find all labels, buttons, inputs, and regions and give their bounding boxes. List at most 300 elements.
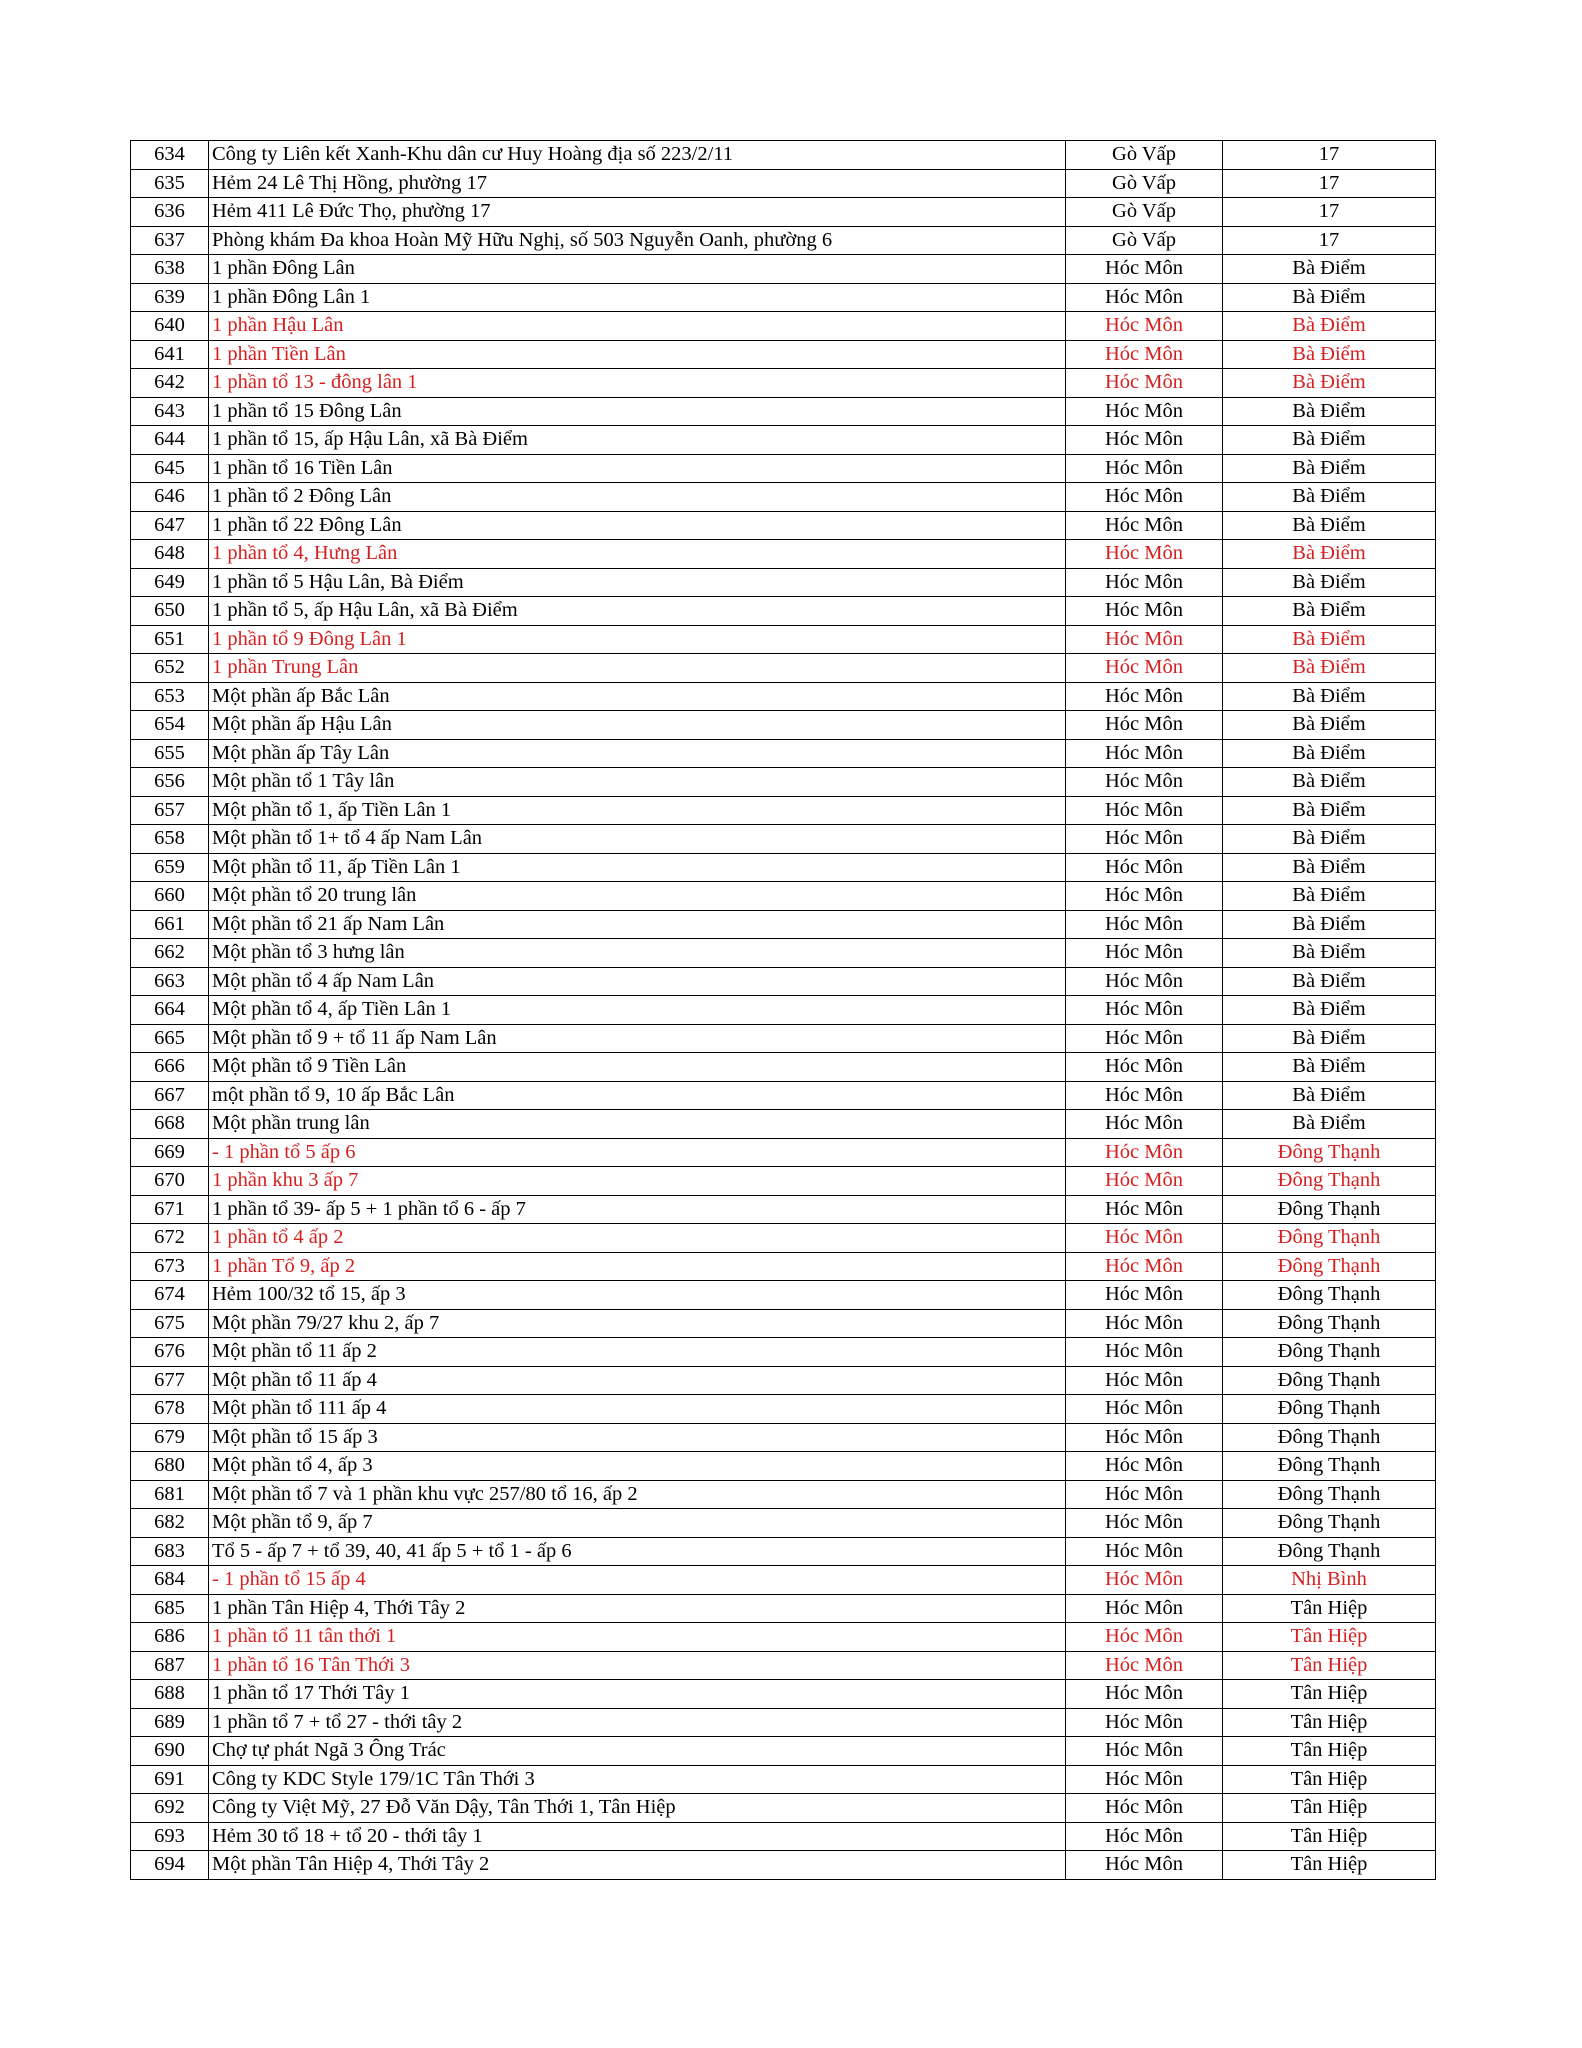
district-cell: Hóc Môn — [1066, 1167, 1223, 1196]
address-cell: 1 phần tổ 17 Thới Tây 1 — [209, 1680, 1066, 1709]
district-cell: Hóc Môn — [1066, 1651, 1223, 1680]
district-cell: Gò Vấp — [1066, 198, 1223, 227]
ward-cell: Bà Điểm — [1223, 853, 1436, 882]
ward-cell: Bà Điểm — [1223, 825, 1436, 854]
table-row — [131, 825, 1436, 854]
ward-cell: Tân Hiệp — [1223, 1623, 1436, 1652]
address-cell: Hẻm 30 tổ 18 + tổ 20 - thới tây 1 — [209, 1822, 1066, 1851]
district-cell: Hóc Môn — [1066, 1024, 1223, 1053]
address-cell: Một phần tổ 4, ấp 3 — [209, 1452, 1066, 1481]
ward-cell: Bà Điểm — [1223, 1053, 1436, 1082]
address-cell: 1 phần Tân Hiệp 4, Thới Tây 2 — [209, 1594, 1066, 1623]
ward-cell: Bà Điểm — [1223, 426, 1436, 455]
row-number-cell: 678 — [131, 1395, 209, 1424]
address-cell: 1 phần tổ 4, Hưng Lân — [209, 540, 1066, 569]
district-cell: Hóc Môn — [1066, 1822, 1223, 1851]
district-cell: Hóc Môn — [1066, 996, 1223, 1025]
district-cell: Hóc Môn — [1066, 1195, 1223, 1224]
address-cell: Một phần tổ 11, ấp Tiền Lân 1 — [209, 853, 1066, 882]
row-number-cell: 663 — [131, 967, 209, 996]
row-number-cell: 661 — [131, 910, 209, 939]
ward-cell: Đông Thạnh — [1223, 1138, 1436, 1167]
address-cell: 1 phần Trung Lân — [209, 654, 1066, 683]
address-cell: Một phần tổ 11 ấp 2 — [209, 1338, 1066, 1367]
address-cell: Một phần tổ 20 trung lân — [209, 882, 1066, 911]
row-number-cell: 668 — [131, 1110, 209, 1139]
table-row — [131, 1395, 1436, 1424]
row-number-cell: 677 — [131, 1366, 209, 1395]
table-row — [131, 340, 1436, 369]
ward-cell: 17 — [1223, 169, 1436, 198]
address-cell: 1 phần tổ 11 tân thới 1 — [209, 1623, 1066, 1652]
district-cell: Hóc Môn — [1066, 1366, 1223, 1395]
table-row — [131, 1509, 1436, 1538]
ward-cell: Bà Điểm — [1223, 711, 1436, 740]
district-cell: Hóc Môn — [1066, 711, 1223, 740]
ward-cell: Đông Thạnh — [1223, 1480, 1436, 1509]
table-row — [131, 1680, 1436, 1709]
address-cell: Công ty Liên kết Xanh-Khu dân cư Huy Hoàng địa số 223/2/11 — [209, 141, 1066, 170]
row-number-cell: 676 — [131, 1338, 209, 1367]
ward-cell: Bà Điểm — [1223, 625, 1436, 654]
address-cell: 1 phần Đông Lân 1 — [209, 283, 1066, 312]
ward-cell: Bà Điểm — [1223, 1024, 1436, 1053]
district-cell: Hóc Môn — [1066, 682, 1223, 711]
ward-cell: Nhị Bình — [1223, 1566, 1436, 1595]
table-row — [131, 1338, 1436, 1367]
district-cell: Hóc Môn — [1066, 597, 1223, 626]
ward-cell: Tân Hiệp — [1223, 1680, 1436, 1709]
table-row — [131, 1651, 1436, 1680]
ward-cell: Tân Hiệp — [1223, 1651, 1436, 1680]
address-cell: một phần tổ 9, 10 ấp Bắc Lân — [209, 1081, 1066, 1110]
table-row — [131, 1566, 1436, 1595]
address-cell: Một phần tổ 4, ấp Tiền Lân 1 — [209, 996, 1066, 1025]
row-number-cell: 656 — [131, 768, 209, 797]
table-row — [131, 625, 1436, 654]
district-cell: Hóc Môn — [1066, 1224, 1223, 1253]
district-cell: Hóc Môn — [1066, 1081, 1223, 1110]
table-row — [131, 1281, 1436, 1310]
row-number-cell: 649 — [131, 568, 209, 597]
address-cell: 1 phần tổ 7 + tổ 27 - thới tây 2 — [209, 1708, 1066, 1737]
row-number-cell: 639 — [131, 283, 209, 312]
row-number-cell: 648 — [131, 540, 209, 569]
table-body — [131, 141, 1436, 1880]
row-number-cell: 673 — [131, 1252, 209, 1281]
row-number-cell: 667 — [131, 1081, 209, 1110]
address-cell: - 1 phần tổ 15 ấp 4 — [209, 1566, 1066, 1595]
ward-cell: Bà Điểm — [1223, 312, 1436, 341]
district-cell: Hóc Môn — [1066, 1509, 1223, 1538]
district-cell: Hóc Môn — [1066, 1708, 1223, 1737]
row-number-cell: 691 — [131, 1765, 209, 1794]
district-cell: Hóc Môn — [1066, 967, 1223, 996]
ward-cell: Đông Thạnh — [1223, 1395, 1436, 1424]
district-cell: Hóc Môn — [1066, 1737, 1223, 1766]
ward-cell: Bà Điểm — [1223, 597, 1436, 626]
ward-cell: Bà Điểm — [1223, 996, 1436, 1025]
ward-cell: 17 — [1223, 198, 1436, 227]
address-cell: 1 phần tổ 2 Đông Lân — [209, 483, 1066, 512]
table-row — [131, 910, 1436, 939]
district-cell: Hóc Môn — [1066, 568, 1223, 597]
ward-cell: Đông Thạnh — [1223, 1452, 1436, 1481]
table-row — [131, 853, 1436, 882]
district-cell: Gò Vấp — [1066, 141, 1223, 170]
address-cell: Một phần tổ 11 ấp 4 — [209, 1366, 1066, 1395]
row-number-cell: 687 — [131, 1651, 209, 1680]
ward-cell: Bà Điểm — [1223, 882, 1436, 911]
ward-cell: Bà Điểm — [1223, 340, 1436, 369]
row-number-cell: 652 — [131, 654, 209, 683]
district-cell: Hóc Môn — [1066, 1566, 1223, 1595]
table-row — [131, 312, 1436, 341]
ward-cell: Tân Hiệp — [1223, 1822, 1436, 1851]
table-row — [131, 1195, 1436, 1224]
ward-cell: Tân Hiệp — [1223, 1708, 1436, 1737]
table-row — [131, 1024, 1436, 1053]
table-row — [131, 1309, 1436, 1338]
district-cell: Hóc Môn — [1066, 340, 1223, 369]
row-number-cell: 680 — [131, 1452, 209, 1481]
row-number-cell: 637 — [131, 226, 209, 255]
address-cell: 1 phần Đông Lân — [209, 255, 1066, 284]
district-cell: Hóc Môn — [1066, 853, 1223, 882]
address-cell: Một phần tổ 21 ấp Nam Lân — [209, 910, 1066, 939]
row-number-cell: 657 — [131, 796, 209, 825]
table-row — [131, 654, 1436, 683]
ward-cell: Bà Điểm — [1223, 483, 1436, 512]
district-cell: Hóc Môn — [1066, 1765, 1223, 1794]
table-row — [131, 967, 1436, 996]
address-cell: 1 phần tổ 16 Tân Thới 3 — [209, 1651, 1066, 1680]
table-row — [131, 226, 1436, 255]
row-number-cell: 658 — [131, 825, 209, 854]
address-cell: 1 phần tổ 15 Đông Lân — [209, 397, 1066, 426]
district-cell: Gò Vấp — [1066, 169, 1223, 198]
table-row — [131, 796, 1436, 825]
row-number-cell: 647 — [131, 511, 209, 540]
table-row — [131, 483, 1436, 512]
district-cell: Hóc Môn — [1066, 511, 1223, 540]
ward-cell: Bà Điểm — [1223, 654, 1436, 683]
table-row — [131, 1822, 1436, 1851]
ward-cell: Bà Điểm — [1223, 397, 1436, 426]
address-cell: Công ty Việt Mỹ, 27 Đỗ Văn Dậy, Tân Thới 1, Tân Hiệp — [209, 1794, 1066, 1823]
address-cell: 1 phần Tiền Lân — [209, 340, 1066, 369]
address-cell: Hẻm 411 Lê Đức Thọ, phường 17 — [209, 198, 1066, 227]
table-row — [131, 882, 1436, 911]
district-cell: Hóc Môn — [1066, 939, 1223, 968]
row-number-cell: 662 — [131, 939, 209, 968]
row-number-cell: 640 — [131, 312, 209, 341]
table-row — [131, 597, 1436, 626]
ward-cell: Bà Điểm — [1223, 910, 1436, 939]
row-number-cell: 634 — [131, 141, 209, 170]
table-row — [131, 739, 1436, 768]
table-row — [131, 1110, 1436, 1139]
row-number-cell: 682 — [131, 1509, 209, 1538]
table-row — [131, 1081, 1436, 1110]
address-cell: 1 phần tổ 16 Tiền Lân — [209, 454, 1066, 483]
district-cell: Hóc Môn — [1066, 882, 1223, 911]
address-cell: 1 phần tổ 39- ấp 5 + 1 phần tổ 6 - ấp 7 — [209, 1195, 1066, 1224]
table-row — [131, 1138, 1436, 1167]
address-cell: 1 phần tổ 4 ấp 2 — [209, 1224, 1066, 1253]
table-row — [131, 1623, 1436, 1652]
district-cell: Hóc Môn — [1066, 397, 1223, 426]
ward-cell: Bà Điểm — [1223, 768, 1436, 797]
row-number-cell: 674 — [131, 1281, 209, 1310]
ward-cell: Bà Điểm — [1223, 568, 1436, 597]
address-cell: 1 phần khu 3 ấp 7 — [209, 1167, 1066, 1196]
ward-cell: Đông Thạnh — [1223, 1281, 1436, 1310]
district-cell: Hóc Môn — [1066, 1423, 1223, 1452]
row-number-cell: 692 — [131, 1794, 209, 1823]
row-number-cell: 693 — [131, 1822, 209, 1851]
ward-cell: Đông Thạnh — [1223, 1338, 1436, 1367]
ward-cell: Bà Điểm — [1223, 255, 1436, 284]
address-cell: Một phần tổ 9 Tiền Lân — [209, 1053, 1066, 1082]
row-number-cell: 646 — [131, 483, 209, 512]
ward-cell: Bà Điểm — [1223, 454, 1436, 483]
table-row — [131, 1765, 1436, 1794]
district-cell: Hóc Môn — [1066, 483, 1223, 512]
row-number-cell: 653 — [131, 682, 209, 711]
address-cell: - 1 phần tổ 5 ấp 6 — [209, 1138, 1066, 1167]
row-number-cell: 654 — [131, 711, 209, 740]
ward-cell: Bà Điểm — [1223, 540, 1436, 569]
district-cell: Hóc Môn — [1066, 1338, 1223, 1367]
address-cell: Một phần tổ 9, ấp 7 — [209, 1509, 1066, 1538]
row-number-cell: 686 — [131, 1623, 209, 1652]
district-cell: Hóc Môn — [1066, 312, 1223, 341]
row-number-cell: 665 — [131, 1024, 209, 1053]
district-cell: Hóc Môn — [1066, 1537, 1223, 1566]
district-cell: Hóc Môn — [1066, 1252, 1223, 1281]
table-row — [131, 568, 1436, 597]
address-cell: 1 phần tổ 13 - đông lân 1 — [209, 369, 1066, 398]
row-number-cell: 685 — [131, 1594, 209, 1623]
row-number-cell: 675 — [131, 1309, 209, 1338]
table-row — [131, 711, 1436, 740]
ward-cell: Bà Điểm — [1223, 369, 1436, 398]
district-cell: Hóc Môn — [1066, 625, 1223, 654]
district-cell: Hóc Môn — [1066, 283, 1223, 312]
address-cell: Chợ tự phát Ngã 3 Ông Trác — [209, 1737, 1066, 1766]
row-number-cell: 660 — [131, 882, 209, 911]
ward-cell: Đông Thạnh — [1223, 1509, 1436, 1538]
row-number-cell: 641 — [131, 340, 209, 369]
table-row — [131, 397, 1436, 426]
district-cell: Hóc Môn — [1066, 654, 1223, 683]
ward-cell: 17 — [1223, 226, 1436, 255]
row-number-cell: 694 — [131, 1851, 209, 1880]
table-row — [131, 454, 1436, 483]
table-row — [131, 426, 1436, 455]
district-cell: Hóc Môn — [1066, 796, 1223, 825]
row-number-cell: 690 — [131, 1737, 209, 1766]
address-cell: Một phần tổ 4 ấp Nam Lân — [209, 967, 1066, 996]
table-row — [131, 939, 1436, 968]
address-cell: Một phần tổ 1+ tổ 4 ấp Nam Lân — [209, 825, 1066, 854]
ward-cell: Tân Hiệp — [1223, 1794, 1436, 1823]
table-row — [131, 996, 1436, 1025]
district-cell: Hóc Môn — [1066, 1594, 1223, 1623]
district-cell: Hóc Môn — [1066, 739, 1223, 768]
ward-cell: Đông Thạnh — [1223, 1195, 1436, 1224]
table-row — [131, 369, 1436, 398]
row-number-cell: 636 — [131, 198, 209, 227]
ward-cell: Bà Điểm — [1223, 796, 1436, 825]
table-row — [131, 1053, 1436, 1082]
table-row — [131, 283, 1436, 312]
ward-cell: Tân Hiệp — [1223, 1737, 1436, 1766]
table-row — [131, 540, 1436, 569]
row-number-cell: 664 — [131, 996, 209, 1025]
row-number-cell: 689 — [131, 1708, 209, 1737]
district-cell: Hóc Môn — [1066, 1623, 1223, 1652]
address-cell: 1 phần Hậu Lân — [209, 312, 1066, 341]
address-cell: Một phần tổ 7 và 1 phần khu vực 257/80 tổ 16, ấp 2 — [209, 1480, 1066, 1509]
ward-cell: Tân Hiệp — [1223, 1851, 1436, 1880]
row-number-cell: 644 — [131, 426, 209, 455]
address-cell: Một phần tổ 15 ấp 3 — [209, 1423, 1066, 1452]
district-cell: Hóc Môn — [1066, 1138, 1223, 1167]
ward-cell: 17 — [1223, 141, 1436, 170]
address-cell: 1 phần tổ 5, ấp Hậu Lân, xã Bà Điểm — [209, 597, 1066, 626]
district-cell: Hóc Môn — [1066, 1851, 1223, 1880]
ward-cell: Bà Điểm — [1223, 682, 1436, 711]
ward-cell: Bà Điểm — [1223, 1081, 1436, 1110]
table-row — [131, 1480, 1436, 1509]
address-cell: 1 phần tổ 5 Hậu Lân, Bà Điểm — [209, 568, 1066, 597]
table-row — [131, 1423, 1436, 1452]
row-number-cell: 645 — [131, 454, 209, 483]
row-number-cell: 669 — [131, 1138, 209, 1167]
ward-cell: Tân Hiệp — [1223, 1594, 1436, 1623]
address-cell: Một phần tổ 1, ấp Tiền Lân 1 — [209, 796, 1066, 825]
district-cell: Hóc Môn — [1066, 1395, 1223, 1424]
table-row — [131, 1452, 1436, 1481]
district-cell: Hóc Môn — [1066, 1452, 1223, 1481]
ward-cell: Bà Điểm — [1223, 283, 1436, 312]
district-cell: Hóc Môn — [1066, 540, 1223, 569]
address-cell: 1 phần tổ 22 Đông Lân — [209, 511, 1066, 540]
table-row — [131, 511, 1436, 540]
ward-cell: Bà Điểm — [1223, 939, 1436, 968]
district-cell: Hóc Môn — [1066, 1309, 1223, 1338]
address-cell: Tổ 5 - ấp 7 + tổ 39, 40, 41 ấp 5 + tổ 1 - ấp 6 — [209, 1537, 1066, 1566]
ward-cell: Bà Điểm — [1223, 739, 1436, 768]
table-row — [131, 682, 1436, 711]
district-cell: Hóc Môn — [1066, 910, 1223, 939]
address-cell: Phòng khám Đa khoa Hoàn Mỹ Hữu Nghị, số 503 Nguyễn Oanh, phường 6 — [209, 226, 1066, 255]
table-row — [131, 255, 1436, 284]
ward-cell: Bà Điểm — [1223, 967, 1436, 996]
address-cell: Một phần tổ 9 + tổ 11 ấp Nam Lân — [209, 1024, 1066, 1053]
ward-cell: Đông Thạnh — [1223, 1366, 1436, 1395]
address-cell: Một phần Tân Hiệp 4, Thới Tây 2 — [209, 1851, 1066, 1880]
row-number-cell: 643 — [131, 397, 209, 426]
district-cell: Hóc Môn — [1066, 426, 1223, 455]
address-cell: Công ty KDC Style 179/1C Tân Thới 3 — [209, 1765, 1066, 1794]
table-row — [131, 1594, 1436, 1623]
table-row — [131, 1224, 1436, 1253]
address-cell: Một phần tổ 3 hưng lân — [209, 939, 1066, 968]
row-number-cell: 671 — [131, 1195, 209, 1224]
district-cell: Hóc Môn — [1066, 825, 1223, 854]
district-cell: Hóc Môn — [1066, 454, 1223, 483]
ward-cell: Đông Thạnh — [1223, 1537, 1436, 1566]
row-number-cell: 684 — [131, 1566, 209, 1595]
table-row — [131, 198, 1436, 227]
address-cell: Một phần ấp Tây Lân — [209, 739, 1066, 768]
table-row — [131, 1366, 1436, 1395]
ward-cell: Đông Thạnh — [1223, 1252, 1436, 1281]
ward-cell: Tân Hiệp — [1223, 1765, 1436, 1794]
row-number-cell: 651 — [131, 625, 209, 654]
address-cell: 1 phần tổ 9 Đông Lân 1 — [209, 625, 1066, 654]
district-cell: Hóc Môn — [1066, 1110, 1223, 1139]
row-number-cell: 688 — [131, 1680, 209, 1709]
district-cell: Hóc Môn — [1066, 1480, 1223, 1509]
table-row — [131, 1167, 1436, 1196]
table-row — [131, 1252, 1436, 1281]
address-cell: Một phần 79/27 khu 2, ấp 7 — [209, 1309, 1066, 1338]
table-row — [131, 1537, 1436, 1566]
address-cell: Một phần tổ 111 ấp 4 — [209, 1395, 1066, 1424]
row-number-cell: 642 — [131, 369, 209, 398]
address-cell: 1 phần tổ 15, ấp Hậu Lân, xã Bà Điểm — [209, 426, 1066, 455]
district-cell: Hóc Môn — [1066, 768, 1223, 797]
row-number-cell: 683 — [131, 1537, 209, 1566]
address-cell: Một phần ấp Hậu Lân — [209, 711, 1066, 740]
address-cell: Hẻm 100/32 tổ 15, ấp 3 — [209, 1281, 1066, 1310]
address-cell: Một phần ấp Bắc Lân — [209, 682, 1066, 711]
table-row — [131, 1708, 1436, 1737]
row-number-cell: 650 — [131, 597, 209, 626]
district-cell: Hóc Môn — [1066, 369, 1223, 398]
row-number-cell: 672 — [131, 1224, 209, 1253]
row-number-cell: 655 — [131, 739, 209, 768]
table-row — [131, 1794, 1436, 1823]
district-cell: Hóc Môn — [1066, 255, 1223, 284]
district-cell: Gò Vấp — [1066, 226, 1223, 255]
ward-cell: Bà Điểm — [1223, 511, 1436, 540]
ward-cell: Đông Thạnh — [1223, 1423, 1436, 1452]
district-cell: Hóc Môn — [1066, 1053, 1223, 1082]
address-table — [130, 140, 1436, 1880]
row-number-cell: 666 — [131, 1053, 209, 1082]
address-cell: Một phần tổ 1 Tây lân — [209, 768, 1066, 797]
table-row — [131, 1851, 1436, 1880]
row-number-cell: 638 — [131, 255, 209, 284]
table-row — [131, 141, 1436, 170]
ward-cell: Đông Thạnh — [1223, 1309, 1436, 1338]
ward-cell: Đông Thạnh — [1223, 1167, 1436, 1196]
address-cell: Một phần trung lân — [209, 1110, 1066, 1139]
row-number-cell: 679 — [131, 1423, 209, 1452]
row-number-cell: 681 — [131, 1480, 209, 1509]
district-cell: Hóc Môn — [1066, 1281, 1223, 1310]
district-cell: Hóc Môn — [1066, 1680, 1223, 1709]
table-row — [131, 768, 1436, 797]
ward-cell: Bà Điểm — [1223, 1110, 1436, 1139]
address-cell: Hẻm 24 Lê Thị Hồng, phường 17 — [209, 169, 1066, 198]
table-row — [131, 169, 1436, 198]
